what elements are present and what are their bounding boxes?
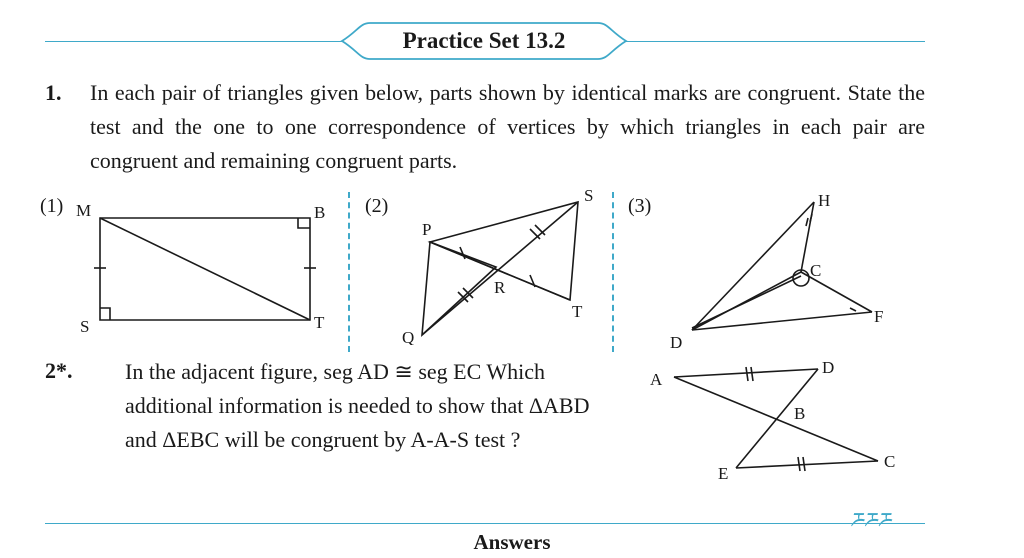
q2-figure	[640, 355, 920, 495]
figure-divider-2	[612, 192, 614, 352]
q1-text: In each pair of triangles given below, parts shown by identical marks are congruent. State the test and the one to one correspondence of vertices by which triangles in each pair are congruent and remaining congruent parts.	[90, 80, 925, 173]
figure-2-label: (2)	[365, 195, 389, 217]
vertex-c3: C	[884, 452, 896, 471]
vertex-q: Q	[402, 328, 415, 345]
figure-2-triangles	[390, 185, 620, 345]
q2-text: In the adjacent figure, seg AD ≅ seg EC Which additional information is needed to show that ΔABD and ΔEBC will be congruent by A-A-S test ?	[125, 359, 590, 452]
vertex-d3: D	[822, 358, 835, 377]
figure-3-triangles	[660, 180, 900, 355]
section-end-mark: ཬཬཬ	[852, 509, 894, 534]
q1-number: 1.	[45, 80, 62, 105]
answers-rule	[45, 523, 925, 524]
vertex-s: S	[80, 317, 90, 336]
vertex-c: C	[810, 261, 822, 280]
page-title: Practice Set 13.2	[402, 28, 566, 53]
figure-1-label: (1)	[40, 195, 64, 217]
vertex-t2: T	[572, 302, 583, 321]
vertex-p: P	[422, 220, 432, 239]
vertex-b: B	[314, 203, 326, 222]
vertex-f: F	[874, 307, 884, 326]
header-rule-right	[625, 41, 925, 42]
vertex-s2: S	[584, 186, 594, 205]
q2-number: 2*.	[45, 358, 73, 383]
figure-divider-1	[348, 192, 350, 352]
vertex-e: E	[718, 464, 729, 483]
vertex-t: T	[314, 313, 325, 332]
vertex-d: D	[670, 333, 683, 352]
answers-heading: Answers	[473, 530, 551, 554]
vertex-r: R	[494, 278, 506, 297]
figure-1-rectangle	[70, 190, 340, 340]
title-badge	[340, 21, 628, 61]
vertex-a: A	[650, 370, 663, 389]
vertex-m: M	[76, 201, 92, 220]
header-rule-left	[45, 41, 345, 42]
figure-3-label: (3)	[628, 195, 652, 217]
vertex-h: H	[818, 191, 831, 210]
vertex-b3: B	[794, 404, 806, 423]
